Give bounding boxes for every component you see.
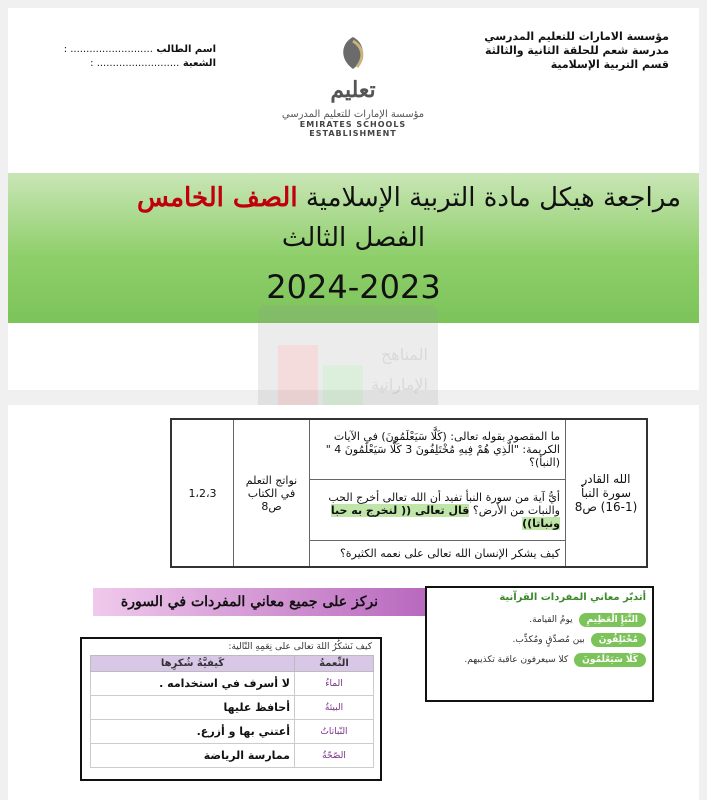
outcomes-cell: نواتج التعلم في الكتاب ص8 [234, 419, 310, 567]
watermark-line-2: الإماراتية [370, 375, 428, 394]
question-2-answer: قال تعالى (( لنخرج به حبا ونباتا)) [330, 503, 560, 530]
table-row [91, 672, 374, 696]
student-name-label: اسم الطالب [156, 44, 216, 55]
blessings-table [90, 655, 374, 768]
school-line-1: مؤسسة الامارات للتعليم المدرسي [484, 30, 669, 43]
banner-title [137, 183, 681, 213]
question-2-text: أيُّ آية من سورة النبأ تفيد أن الله تعالى أخرج الحب والنبات من الأرض؟ [328, 490, 560, 517]
vocab-meaning: يومُ القيامة. [529, 615, 573, 625]
table-row [91, 720, 374, 744]
blessing-answer: أعتني بها و أزرع. [91, 720, 295, 744]
title-banner [8, 173, 699, 323]
blessing-name: الصّحّةُ [295, 744, 374, 768]
section-label: الشعبة [182, 58, 216, 69]
vocab-focus-banner: نركز على جميع معاني المفردات في السورة [93, 588, 473, 616]
school-line-3: قسم التربية الإسلامية [550, 58, 669, 71]
blessings-box [80, 637, 382, 781]
col-blessing: النِّعمةُ [295, 656, 374, 672]
question-2 [310, 480, 566, 540]
vocab-meaning: كلا سيعرفون عاقبة تكذيبهم. [464, 655, 569, 665]
logo-arabic-sub: مؤسسة الإمارات للتعليم المدرسي [281, 109, 425, 120]
vocab-header: أتدبّر معاني المفردات القرآنية [499, 592, 646, 603]
student-name-field: .......................... : [63, 44, 153, 55]
lesson-cell: الله القادر سورة النبأ (1-16) ص8 [566, 419, 648, 567]
review-table [170, 418, 648, 568]
table-row [171, 419, 647, 480]
vocab-row [433, 613, 646, 627]
watermark-line-1: المناهج [380, 345, 428, 364]
numbers-cell: 1،2،3 [171, 419, 234, 567]
banner-grade: الصف الخامس [136, 183, 298, 213]
logo-english: EMIRATES SCHOOLS ESTABLISHMENT [299, 120, 407, 138]
banner-term: الفصل الثالث [281, 223, 426, 253]
banner-year: 2024-2023 [266, 268, 441, 306]
blessing-name: النّباتاتُ [295, 720, 374, 744]
table-row [91, 744, 374, 768]
blessing-answer: أحافظ عليها [91, 696, 295, 720]
school-header [484, 30, 669, 72]
table-row [91, 696, 374, 720]
vocab-word: كَلَّا سَيَعْلَمُونَ [574, 653, 646, 667]
section-field: .......................... : [90, 58, 180, 69]
logo-icon [323, 33, 383, 73]
vocab-word: مُخْتَلِفُونَ [591, 633, 646, 647]
logo-arabic-word: تعليم [330, 77, 376, 103]
banner-title-main: مراجعة هيكل مادة التربية الإسلامية [305, 183, 681, 213]
school-line-2: مدرسة شعم للحلقة الثانية والثالثة [484, 44, 669, 57]
vocab-row [433, 653, 646, 667]
blessing-name: البيئةُ [295, 696, 374, 720]
blessings-question: كيف نَشكُرُ اللهَ تعالى على نِعَمِهِ التّالية: [228, 642, 372, 652]
ese-logo [268, 33, 438, 138]
question-1: ما المقصود بقوله تعالى: (كَلَّا سَيَعْلَمُونَ) في الآيات الكريمة: "الَّذِي هُمْ فِيهِ مُخْتَلِفُونَ 3 كَلَّا سَيَعْلَمُونَ 4 " (النبأ)؟ [310, 419, 566, 480]
vocab-meaning: بين مُصدِّقٍ ومُكذِّب. [512, 635, 585, 645]
vocab-word: النَّبَإِ الْعَظِيمِ [579, 613, 646, 627]
blessing-answer: ممارسة الرياضة [91, 744, 295, 768]
blessing-name: الماءُ [295, 672, 374, 696]
vocab-row [433, 633, 646, 647]
blessing-answer: لا أسرف في استخدامه . [91, 672, 295, 696]
table-header-row [91, 656, 374, 672]
vocab-box [425, 586, 654, 702]
student-info [26, 43, 216, 71]
question-3: كيف يشكر الإنسان الله تعالى على نعمه الكثيرة؟ [310, 540, 566, 567]
col-how: كَيفيَّةُ شُكرِها [91, 656, 295, 672]
